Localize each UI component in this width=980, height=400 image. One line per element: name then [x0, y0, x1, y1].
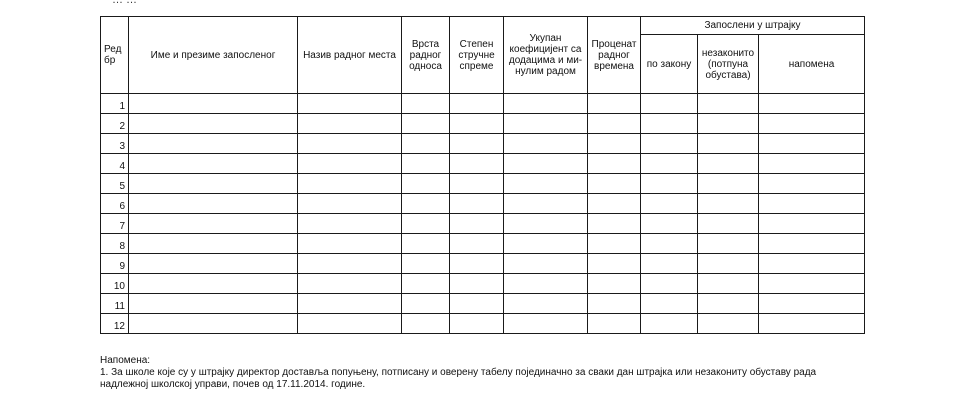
empty-cell[interactable] — [759, 234, 865, 254]
empty-cell[interactable] — [402, 234, 450, 254]
row-number: 2 — [101, 114, 129, 134]
table-row — [101, 234, 865, 254]
empty-cell[interactable] — [641, 94, 698, 114]
empty-cell[interactable] — [402, 134, 450, 154]
table-row — [101, 194, 865, 214]
empty-cell[interactable] — [402, 294, 450, 314]
empty-cell[interactable] — [759, 154, 865, 174]
empty-cell[interactable] — [129, 154, 298, 174]
empty-cell[interactable] — [450, 114, 504, 134]
empty-cell[interactable] — [298, 294, 402, 314]
empty-cell[interactable] — [298, 314, 402, 334]
empty-cell[interactable] — [759, 274, 865, 294]
empty-cell[interactable] — [759, 194, 865, 214]
col-header-by-law: по закону — [641, 35, 698, 94]
empty-cell[interactable] — [129, 314, 298, 334]
empty-cell[interactable] — [698, 174, 759, 194]
empty-cell[interactable] — [641, 134, 698, 154]
empty-cell[interactable] — [588, 114, 641, 134]
empty-cell[interactable] — [698, 134, 759, 154]
empty-cell[interactable] — [402, 274, 450, 294]
empty-cell[interactable] — [450, 94, 504, 114]
empty-cell[interactable] — [588, 274, 641, 294]
empty-cell[interactable] — [759, 254, 865, 274]
row-number: 3 — [101, 134, 129, 154]
empty-cell[interactable] — [588, 134, 641, 154]
empty-cell[interactable] — [450, 274, 504, 294]
empty-cell[interactable] — [641, 214, 698, 234]
empty-cell[interactable] — [129, 114, 298, 134]
empty-cell[interactable] — [698, 94, 759, 114]
empty-cell[interactable] — [298, 194, 402, 214]
empty-cell[interactable] — [698, 114, 759, 134]
empty-cell[interactable] — [298, 234, 402, 254]
empty-cell[interactable] — [641, 114, 698, 134]
empty-cell[interactable] — [504, 254, 588, 274]
empty-cell[interactable] — [402, 214, 450, 234]
empty-cell[interactable] — [504, 94, 588, 114]
empty-cell[interactable] — [504, 134, 588, 154]
empty-cell[interactable] — [759, 314, 865, 334]
empty-cell[interactable] — [641, 314, 698, 334]
empty-cell[interactable] — [129, 94, 298, 114]
empty-cell[interactable] — [504, 194, 588, 214]
empty-cell[interactable] — [588, 194, 641, 214]
table-row — [101, 314, 865, 334]
empty-cell[interactable] — [759, 174, 865, 194]
empty-cell[interactable] — [402, 94, 450, 114]
empty-cell[interactable] — [588, 214, 641, 234]
row-number: 6 — [101, 194, 129, 214]
empty-cell[interactable] — [504, 154, 588, 174]
empty-cell[interactable] — [504, 274, 588, 294]
table-row — [101, 274, 865, 294]
empty-cell[interactable] — [298, 174, 402, 194]
empty-cell[interactable] — [588, 314, 641, 334]
empty-cell[interactable] — [759, 114, 865, 134]
table-row — [101, 134, 865, 154]
empty-cell[interactable] — [641, 154, 698, 174]
empty-cell[interactable] — [588, 254, 641, 274]
empty-cell[interactable] — [759, 294, 865, 314]
row-number: 7 — [101, 214, 129, 234]
table-row — [101, 114, 865, 134]
col-header-illegal: незаконито (потпуна обустава) — [698, 35, 759, 94]
empty-cell[interactable] — [450, 314, 504, 334]
empty-cell[interactable] — [759, 134, 865, 154]
empty-cell[interactable] — [450, 194, 504, 214]
empty-cell[interactable] — [450, 234, 504, 254]
empty-cell[interactable] — [129, 194, 298, 214]
empty-cell[interactable] — [298, 114, 402, 134]
empty-cell[interactable] — [450, 294, 504, 314]
row-number: 4 — [101, 154, 129, 174]
cut-off-header-text — [112, 0, 322, 4]
empty-cell[interactable] — [698, 234, 759, 254]
empty-cell[interactable] — [641, 174, 698, 194]
empty-cell[interactable] — [402, 314, 450, 334]
strike-employees-table — [100, 16, 865, 334]
empty-cell[interactable] — [504, 114, 588, 134]
empty-cell[interactable] — [402, 174, 450, 194]
empty-cell[interactable] — [759, 214, 865, 234]
table-row — [101, 214, 865, 234]
notes-item-1-line-1: 1. За школе које су у штрајку директор доставља попуњену, потписану и оверену табелу појединачно за сваки дан штрајка или незакониту обуставу рада — [100, 367, 817, 378]
empty-cell[interactable] — [129, 174, 298, 194]
empty-cell[interactable] — [759, 94, 865, 114]
table-row — [101, 254, 865, 274]
empty-cell[interactable] — [588, 154, 641, 174]
empty-cell[interactable] — [450, 214, 504, 234]
empty-cell[interactable] — [402, 194, 450, 214]
empty-cell[interactable] — [450, 174, 504, 194]
col-header-employee-name: Име и презиме запосленог — [129, 17, 298, 94]
col-header-note: напомена — [759, 35, 865, 94]
col-header-coefficient: Укупан коефицијент са додацима и ми-нулим радом — [504, 17, 588, 94]
empty-cell[interactable] — [129, 214, 298, 234]
empty-cell[interactable] — [504, 234, 588, 254]
col-header-row-number: Ред бр — [101, 17, 129, 94]
row-number: 8 — [101, 234, 129, 254]
row-number: 10 — [101, 274, 129, 294]
empty-cell[interactable] — [298, 154, 402, 174]
empty-cell[interactable] — [450, 154, 504, 174]
empty-cell[interactable] — [641, 194, 698, 214]
notes-title: Напомена: — [100, 355, 151, 366]
empty-cell[interactable] — [450, 254, 504, 274]
empty-cell[interactable] — [298, 214, 402, 234]
empty-cell[interactable] — [588, 174, 641, 194]
col-header-worktime-percent: Проценат радног времена — [588, 17, 641, 94]
empty-cell[interactable] — [298, 274, 402, 294]
empty-cell[interactable] — [402, 154, 450, 174]
empty-cell[interactable] — [298, 254, 402, 274]
empty-cell[interactable] — [450, 134, 504, 154]
col-header-qualification: Степен стручне спреме — [450, 17, 504, 94]
empty-cell[interactable] — [504, 314, 588, 334]
empty-cell[interactable] — [504, 174, 588, 194]
empty-cell[interactable] — [641, 274, 698, 294]
row-number: 11 — [101, 294, 129, 314]
empty-cell[interactable] — [698, 274, 759, 294]
empty-cell[interactable] — [588, 94, 641, 114]
table-row — [101, 174, 865, 194]
empty-cell[interactable] — [129, 294, 298, 314]
row-number: 1 — [101, 94, 129, 114]
empty-cell[interactable] — [698, 214, 759, 234]
empty-cell[interactable] — [298, 94, 402, 114]
col-header-job-position: Назив радног места — [298, 17, 402, 94]
empty-cell[interactable] — [698, 294, 759, 314]
notes-item-1-line-2: надлежној школској управи, почев од 17.11.2014. године. — [100, 379, 366, 390]
empty-cell[interactable] — [129, 254, 298, 274]
empty-cell[interactable] — [698, 254, 759, 274]
empty-cell[interactable] — [402, 254, 450, 274]
table-row — [101, 294, 865, 314]
empty-cell[interactable] — [504, 214, 588, 234]
row-number: 12 — [101, 314, 129, 334]
col-header-employees-on-strike: Запослени у штрајку — [641, 17, 865, 35]
empty-cell[interactable] — [641, 254, 698, 274]
col-header-employment-type: Врста радног односа — [402, 17, 450, 94]
empty-cell[interactable] — [588, 294, 641, 314]
empty-cell[interactable] — [504, 294, 588, 314]
empty-cell[interactable] — [698, 194, 759, 214]
table-row — [101, 94, 865, 114]
row-number: 5 — [101, 174, 129, 194]
empty-cell[interactable] — [698, 154, 759, 174]
empty-cell[interactable] — [402, 114, 450, 134]
row-number: 9 — [101, 254, 129, 274]
empty-cell[interactable] — [129, 134, 298, 154]
empty-cell[interactable] — [129, 274, 298, 294]
empty-cell[interactable] — [588, 234, 641, 254]
empty-cell[interactable] — [698, 314, 759, 334]
empty-cell[interactable] — [641, 294, 698, 314]
notes-block — [100, 355, 920, 391]
empty-cell[interactable] — [298, 134, 402, 154]
empty-cell[interactable] — [129, 234, 298, 254]
empty-cell[interactable] — [641, 234, 698, 254]
table-row — [101, 154, 865, 174]
